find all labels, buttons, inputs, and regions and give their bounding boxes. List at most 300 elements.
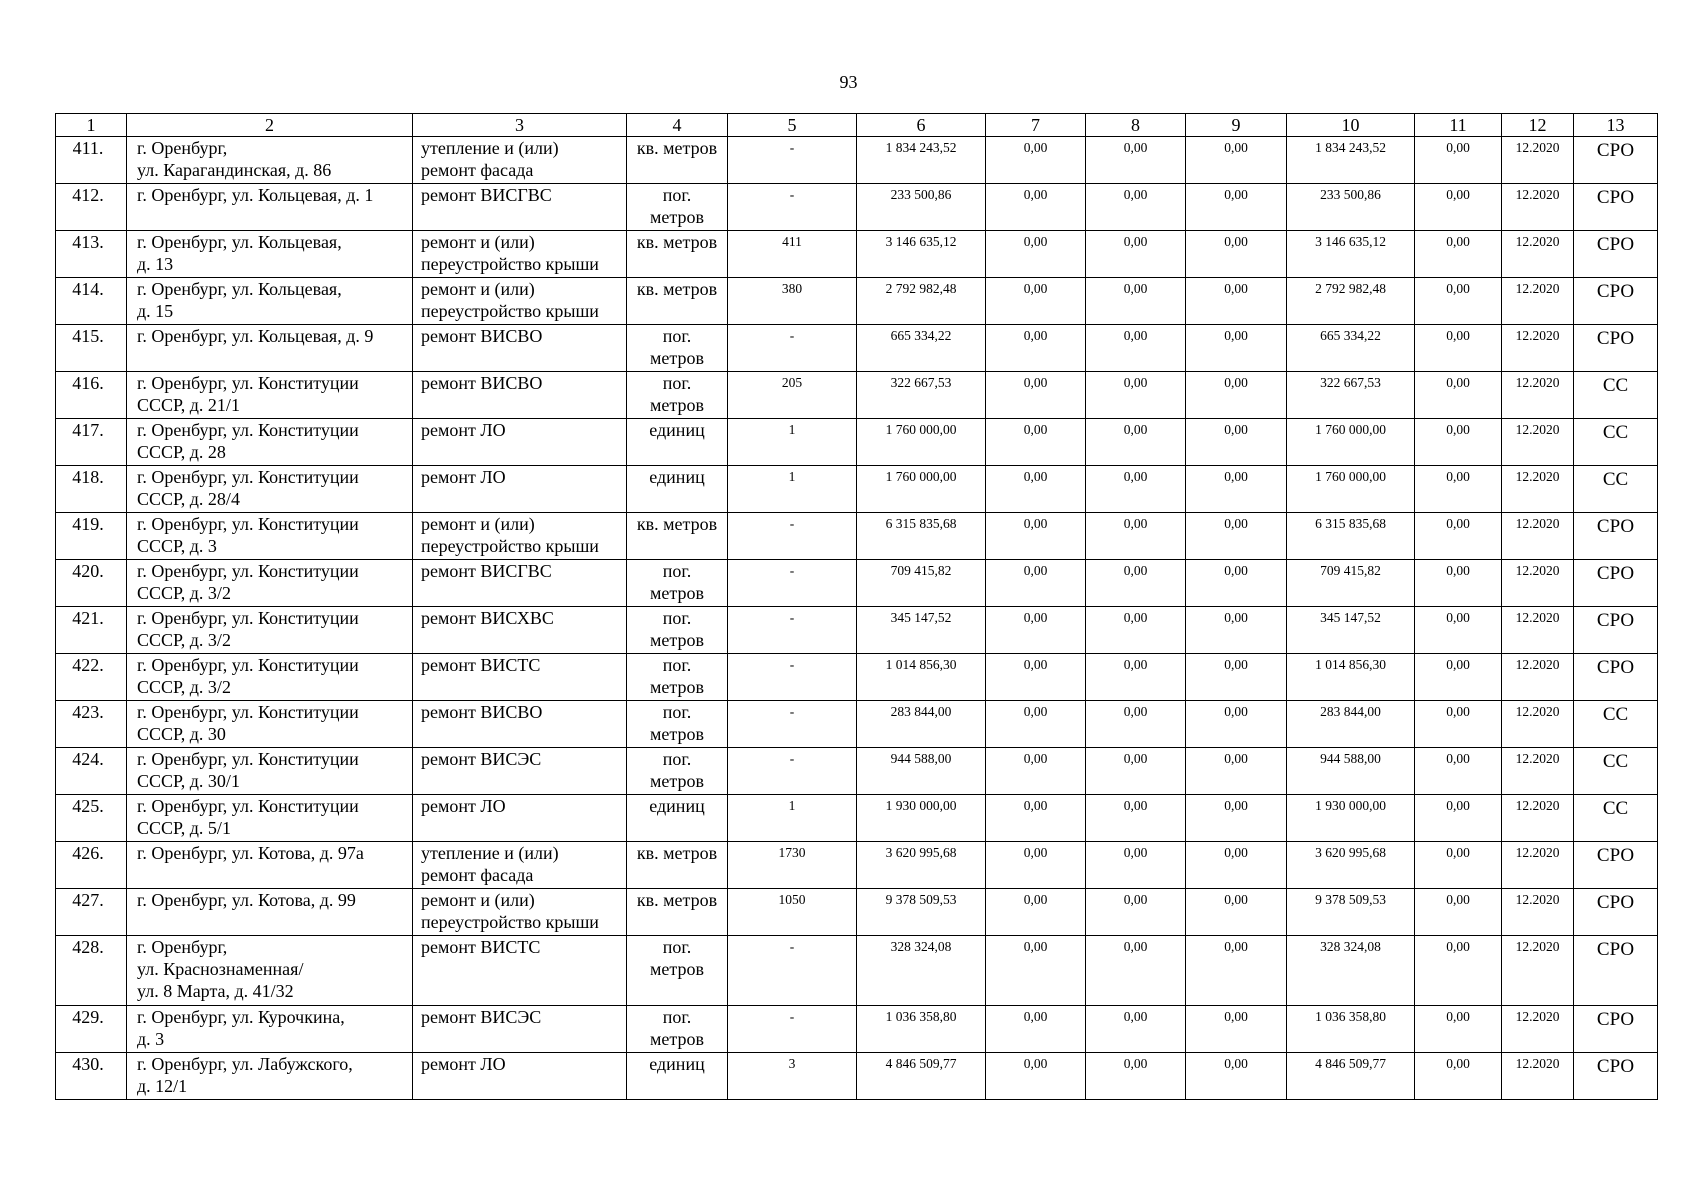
col7-cell: 0,00 [986, 701, 1086, 748]
col11-cell: 0,00 [1415, 701, 1502, 748]
address-cell [127, 1053, 413, 1100]
row-number: 413. [56, 231, 127, 278]
row-number: 426. [56, 842, 127, 889]
col10-cell: 345 147,52 [1287, 607, 1415, 654]
cell-line: переустройство крыши [421, 301, 599, 321]
unit-cell [627, 231, 728, 278]
method-cell: СРО [1574, 231, 1658, 278]
cell-line: кв. метров [636, 514, 718, 534]
method-cell: СРО [1574, 184, 1658, 231]
cell-line: кв. метров [636, 890, 718, 910]
table-row [56, 1006, 1658, 1053]
address-cell [127, 560, 413, 607]
work-type-cell [413, 889, 627, 936]
cell-line: ул. Карагандинская, д. 86 [137, 160, 332, 180]
cell-line: кв. метров [636, 843, 718, 863]
address-cell [127, 842, 413, 889]
column-header-2: 2 [127, 114, 413, 137]
col10-cell: 1 014 856,30 [1287, 654, 1415, 701]
col8-cell: 0,00 [1086, 701, 1186, 748]
column-header-5: 5 [728, 114, 857, 137]
column-header-12: 12 [1502, 114, 1574, 137]
row-number: 418. [56, 466, 127, 513]
method-cell: СРО [1574, 654, 1658, 701]
table-row [56, 936, 1658, 1006]
col7-cell: 0,00 [986, 513, 1086, 560]
cell-line: ремонт и (или) [421, 890, 535, 910]
method-cell: СС [1574, 419, 1658, 466]
unit-cell [627, 325, 728, 372]
quantity-cell: - [728, 701, 857, 748]
table-row [56, 372, 1658, 419]
cell-line: метров [650, 724, 704, 744]
method-cell: СС [1574, 466, 1658, 513]
table-row [56, 701, 1658, 748]
col7-cell: 0,00 [986, 466, 1086, 513]
col9-cell: 0,00 [1186, 889, 1287, 936]
date-cell: 12.2020 [1502, 842, 1574, 889]
table-row [56, 419, 1658, 466]
method-cell: СРО [1574, 889, 1658, 936]
cell-line: г. Оренбург, ул. Конституции [137, 749, 359, 769]
unit-cell [627, 795, 728, 842]
col9-cell: 0,00 [1186, 137, 1287, 184]
cell-line: ремонт и (или) [421, 232, 535, 252]
col9-cell: 0,00 [1186, 419, 1287, 466]
col10-cell: 3 146 635,12 [1287, 231, 1415, 278]
col10-cell: 328 324,08 [1287, 936, 1415, 1006]
cell-line: СССР, д. 30 [137, 724, 226, 744]
column-header-1: 1 [56, 114, 127, 137]
date-cell: 12.2020 [1502, 137, 1574, 184]
col11-cell: 0,00 [1415, 560, 1502, 607]
row-number: 412. [56, 184, 127, 231]
work-type-cell [413, 137, 627, 184]
row-number: 415. [56, 325, 127, 372]
row-number: 427. [56, 889, 127, 936]
unit-cell [627, 701, 728, 748]
total-cost-cell: 709 415,82 [857, 560, 986, 607]
cell-line: д. 3 [137, 1029, 165, 1049]
col8-cell: 0,00 [1086, 748, 1186, 795]
col11-cell: 0,00 [1415, 936, 1502, 1006]
work-type-cell [413, 795, 627, 842]
col9-cell: 0,00 [1186, 560, 1287, 607]
cell-line: ремонт ВИСГВС [421, 561, 552, 581]
col8-cell: 0,00 [1086, 936, 1186, 1006]
work-type-cell [413, 231, 627, 278]
col10-cell: 709 415,82 [1287, 560, 1415, 607]
cell-line: переустройство крыши [421, 254, 599, 274]
column-header-11: 11 [1415, 114, 1502, 137]
cell-line: ремонт ЛО [421, 467, 506, 487]
cell-line: ремонт ВИСЭС [421, 1007, 542, 1027]
cell-line: ремонт ВИСГВС [421, 185, 552, 205]
total-cost-cell: 1 760 000,00 [857, 466, 986, 513]
total-cost-cell: 1 834 243,52 [857, 137, 986, 184]
col11-cell: 0,00 [1415, 466, 1502, 513]
col10-cell: 1 760 000,00 [1287, 466, 1415, 513]
cell-line: СССР, д. 3/2 [137, 630, 231, 650]
cell-line: метров [650, 771, 704, 791]
method-cell: СРО [1574, 1006, 1658, 1053]
cell-line: д. 15 [137, 301, 174, 321]
date-cell: 12.2020 [1502, 748, 1574, 795]
address-cell [127, 325, 413, 372]
address-cell [127, 231, 413, 278]
cell-line: пог. [662, 655, 692, 675]
quantity-cell: 1050 [728, 889, 857, 936]
col11-cell: 0,00 [1415, 607, 1502, 654]
total-cost-cell: 9 378 509,53 [857, 889, 986, 936]
unit-cell [627, 936, 728, 1006]
total-cost-cell: 3 146 635,12 [857, 231, 986, 278]
col10-cell: 233 500,86 [1287, 184, 1415, 231]
col10-cell: 944 588,00 [1287, 748, 1415, 795]
cell-line: г. Оренбург, ул. Курочкина, [137, 1007, 345, 1027]
quantity-cell: - [728, 560, 857, 607]
address-cell [127, 278, 413, 325]
address-cell [127, 795, 413, 842]
table-row [56, 748, 1658, 795]
row-number: 422. [56, 654, 127, 701]
unit-cell [627, 372, 728, 419]
cell-line: переустройство крыши [421, 536, 599, 556]
work-type-cell [413, 701, 627, 748]
cell-line: утепление и (или) [421, 138, 559, 158]
date-cell: 12.2020 [1502, 278, 1574, 325]
col11-cell: 0,00 [1415, 278, 1502, 325]
cell-line: ремонт и (или) [421, 279, 535, 299]
col9-cell: 0,00 [1186, 231, 1287, 278]
col9-cell: 0,00 [1186, 513, 1287, 560]
quantity-cell: 3 [728, 1053, 857, 1100]
col10-cell: 665 334,22 [1287, 325, 1415, 372]
column-header-7: 7 [986, 114, 1086, 137]
date-cell: 12.2020 [1502, 231, 1574, 278]
cell-line: г. Оренбург, ул. Лабужского, [137, 1054, 353, 1074]
date-cell: 12.2020 [1502, 419, 1574, 466]
cell-line: ремонт ВИСТС [421, 655, 541, 675]
table-row [56, 325, 1658, 372]
cell-line: г. Оренбург, [137, 937, 228, 957]
cell-line: г. Оренбург, ул. Конституции [137, 373, 359, 393]
quantity-cell: 1 [728, 419, 857, 466]
method-cell: СРО [1574, 513, 1658, 560]
unit-cell [627, 278, 728, 325]
cell-line: метров [650, 1029, 704, 1049]
row-number: 417. [56, 419, 127, 466]
total-cost-cell: 1 760 000,00 [857, 419, 986, 466]
col7-cell: 0,00 [986, 278, 1086, 325]
col7-cell: 0,00 [986, 184, 1086, 231]
col7-cell: 0,00 [986, 795, 1086, 842]
col9-cell: 0,00 [1186, 842, 1287, 889]
col7-cell: 0,00 [986, 654, 1086, 701]
col7-cell: 0,00 [986, 372, 1086, 419]
cell-line: г. Оренбург, ул. Кольцевая, [137, 279, 342, 299]
date-cell: 12.2020 [1502, 795, 1574, 842]
cell-line: метров [650, 395, 704, 415]
quantity-cell: 1 [728, 466, 857, 513]
table-row [56, 607, 1658, 654]
cell-line: пог. [662, 373, 692, 393]
quantity-cell: - [728, 184, 857, 231]
total-cost-cell: 1 036 358,80 [857, 1006, 986, 1053]
row-number: 414. [56, 278, 127, 325]
address-cell [127, 654, 413, 701]
col10-cell: 1 834 243,52 [1287, 137, 1415, 184]
total-cost-cell: 4 846 509,77 [857, 1053, 986, 1100]
col8-cell: 0,00 [1086, 184, 1186, 231]
cell-line: ремонт ВИСВО [421, 373, 543, 393]
col7-cell: 0,00 [986, 325, 1086, 372]
quantity-cell: 205 [728, 372, 857, 419]
col11-cell: 0,00 [1415, 137, 1502, 184]
col8-cell: 0,00 [1086, 278, 1186, 325]
unit-cell [627, 889, 728, 936]
work-type-cell [413, 466, 627, 513]
cell-line: д. 12/1 [137, 1076, 188, 1096]
col7-cell: 0,00 [986, 560, 1086, 607]
date-cell: 12.2020 [1502, 325, 1574, 372]
column-number-row [56, 114, 1658, 137]
col9-cell: 0,00 [1186, 748, 1287, 795]
method-cell: СРО [1574, 842, 1658, 889]
col8-cell: 0,00 [1086, 513, 1186, 560]
col7-cell: 0,00 [986, 419, 1086, 466]
col11-cell: 0,00 [1415, 889, 1502, 936]
column-header-4: 4 [627, 114, 728, 137]
row-number: 416. [56, 372, 127, 419]
col8-cell: 0,00 [1086, 372, 1186, 419]
cell-line: ремонт ВИСХВС [421, 608, 554, 628]
address-cell [127, 1006, 413, 1053]
cell-line: ремонт фасада [421, 865, 534, 885]
col8-cell: 0,00 [1086, 607, 1186, 654]
date-cell: 12.2020 [1502, 560, 1574, 607]
unit-cell [627, 560, 728, 607]
method-cell: СС [1574, 748, 1658, 795]
col8-cell: 0,00 [1086, 325, 1186, 372]
method-cell: СС [1574, 795, 1658, 842]
cell-line: г. Оренбург, ул. Котова, д. 99 [137, 890, 356, 910]
quantity-cell: - [728, 513, 857, 560]
cell-line: ремонт ВИСТС [421, 937, 541, 957]
row-number: 423. [56, 701, 127, 748]
col11-cell: 0,00 [1415, 842, 1502, 889]
method-cell: СРО [1574, 560, 1658, 607]
table-row [56, 560, 1658, 607]
address-cell [127, 607, 413, 654]
table-row [56, 231, 1658, 278]
col9-cell: 0,00 [1186, 607, 1287, 654]
col9-cell: 0,00 [1186, 466, 1287, 513]
col9-cell: 0,00 [1186, 372, 1287, 419]
col9-cell: 0,00 [1186, 278, 1287, 325]
quantity-cell: - [728, 1006, 857, 1053]
date-cell: 12.2020 [1502, 654, 1574, 701]
column-header-6: 6 [857, 114, 986, 137]
work-type-cell [413, 419, 627, 466]
unit-cell [627, 184, 728, 231]
date-cell: 12.2020 [1502, 889, 1574, 936]
cell-line: пог. [662, 185, 692, 205]
cell-line: ремонт ВИСВО [421, 326, 543, 346]
col11-cell: 0,00 [1415, 325, 1502, 372]
row-number: 419. [56, 513, 127, 560]
unit-cell [627, 748, 728, 795]
unit-cell [627, 137, 728, 184]
address-cell [127, 936, 413, 1006]
cell-line: ремонт фасада [421, 160, 534, 180]
cell-line: г. Оренбург, ул. Конституции [137, 702, 359, 722]
col7-cell: 0,00 [986, 842, 1086, 889]
cell-line: единиц [649, 420, 705, 440]
work-type-cell [413, 560, 627, 607]
col11-cell: 0,00 [1415, 1006, 1502, 1053]
col9-cell: 0,00 [1186, 701, 1287, 748]
row-number: 411. [56, 137, 127, 184]
capital-repair-table [55, 113, 1658, 1100]
col8-cell: 0,00 [1086, 231, 1186, 278]
unit-cell [627, 1006, 728, 1053]
col7-cell: 0,00 [986, 748, 1086, 795]
total-cost-cell: 1 014 856,30 [857, 654, 986, 701]
row-number: 425. [56, 795, 127, 842]
cell-line: пог. [662, 561, 692, 581]
table-row [56, 1053, 1658, 1100]
work-type-cell [413, 748, 627, 795]
col11-cell: 0,00 [1415, 419, 1502, 466]
method-cell: СРО [1574, 325, 1658, 372]
col7-cell: 0,00 [986, 607, 1086, 654]
unit-cell [627, 654, 728, 701]
date-cell: 12.2020 [1502, 513, 1574, 560]
col9-cell: 0,00 [1186, 936, 1287, 1006]
cell-line: ремонт ВИСЭС [421, 749, 542, 769]
column-header-10: 10 [1287, 114, 1415, 137]
col11-cell: 0,00 [1415, 654, 1502, 701]
total-cost-cell: 233 500,86 [857, 184, 986, 231]
cell-line: метров [650, 583, 704, 603]
col8-cell: 0,00 [1086, 842, 1186, 889]
work-type-cell [413, 654, 627, 701]
col8-cell: 0,00 [1086, 560, 1186, 607]
total-cost-cell: 665 334,22 [857, 325, 986, 372]
cell-line: СССР, д. 3/2 [137, 583, 231, 603]
total-cost-cell: 6 315 835,68 [857, 513, 986, 560]
col7-cell: 0,00 [986, 936, 1086, 1006]
unit-cell [627, 1053, 728, 1100]
work-type-cell [413, 607, 627, 654]
col9-cell: 0,00 [1186, 1006, 1287, 1053]
col11-cell: 0,00 [1415, 1053, 1502, 1100]
col8-cell: 0,00 [1086, 137, 1186, 184]
cell-line: ремонт ЛО [421, 420, 506, 440]
cell-line: г. Оренбург, ул. Конституции [137, 796, 359, 816]
column-header-9: 9 [1186, 114, 1287, 137]
cell-line: пог. [662, 749, 692, 769]
address-cell [127, 513, 413, 560]
cell-line: единиц [649, 1054, 705, 1074]
table-row [56, 889, 1658, 936]
column-header-8: 8 [1086, 114, 1186, 137]
row-number: 424. [56, 748, 127, 795]
cell-line: г. Оренбург, ул. Конституции [137, 608, 359, 628]
method-cell: СРО [1574, 278, 1658, 325]
quantity-cell: 411 [728, 231, 857, 278]
unit-cell [627, 419, 728, 466]
cell-line: г. Оренбург, ул. Конституции [137, 655, 359, 675]
cell-line: СССР, д. 30/1 [137, 771, 240, 791]
col10-cell: 6 315 835,68 [1287, 513, 1415, 560]
col7-cell: 0,00 [986, 889, 1086, 936]
quantity-cell: 1 [728, 795, 857, 842]
col8-cell: 0,00 [1086, 1053, 1186, 1100]
table-row [56, 137, 1658, 184]
col9-cell: 0,00 [1186, 654, 1287, 701]
table-row [56, 466, 1658, 513]
cell-line: пог. [662, 326, 692, 346]
cell-line: д. 13 [137, 254, 174, 274]
cell-line: метров [650, 677, 704, 697]
col11-cell: 0,00 [1415, 184, 1502, 231]
table-row [56, 842, 1658, 889]
col10-cell: 2 792 982,48 [1287, 278, 1415, 325]
col7-cell: 0,00 [986, 1053, 1086, 1100]
quantity-cell: 1730 [728, 842, 857, 889]
address-cell [127, 889, 413, 936]
work-type-cell [413, 372, 627, 419]
table-body [56, 137, 1658, 1100]
quantity-cell: - [728, 748, 857, 795]
total-cost-cell: 2 792 982,48 [857, 278, 986, 325]
cell-line: г. Оренбург, ул. Кольцевая, [137, 232, 342, 252]
work-type-cell [413, 842, 627, 889]
cell-line: СССР, д. 3 [137, 536, 217, 556]
table-row [56, 795, 1658, 842]
col11-cell: 0,00 [1415, 795, 1502, 842]
quantity-cell: - [728, 607, 857, 654]
cell-line: пог. [662, 702, 692, 722]
table-row [56, 513, 1658, 560]
date-cell: 12.2020 [1502, 184, 1574, 231]
row-number: 420. [56, 560, 127, 607]
cell-line: ул. 8 Марта, д. 41/32 [137, 981, 294, 1001]
method-cell: СРО [1574, 137, 1658, 184]
col9-cell: 0,00 [1186, 1053, 1287, 1100]
unit-cell [627, 842, 728, 889]
work-type-cell [413, 278, 627, 325]
col11-cell: 0,00 [1415, 513, 1502, 560]
cell-line: кв. метров [636, 138, 718, 158]
cell-line: ул. Краснознаменная/ [137, 959, 304, 979]
work-type-cell [413, 1053, 627, 1100]
cell-line: СССР, д. 28 [137, 442, 226, 462]
cell-line: пог. [662, 1007, 692, 1027]
cell-line: метров [650, 207, 704, 227]
column-header-13: 13 [1574, 114, 1658, 137]
address-cell [127, 137, 413, 184]
cell-line: метров [650, 630, 704, 650]
method-cell: СРО [1574, 936, 1658, 1006]
col7-cell: 0,00 [986, 231, 1086, 278]
cell-line: ремонт ЛО [421, 796, 506, 816]
col8-cell: 0,00 [1086, 795, 1186, 842]
work-type-cell [413, 513, 627, 560]
unit-cell [627, 607, 728, 654]
